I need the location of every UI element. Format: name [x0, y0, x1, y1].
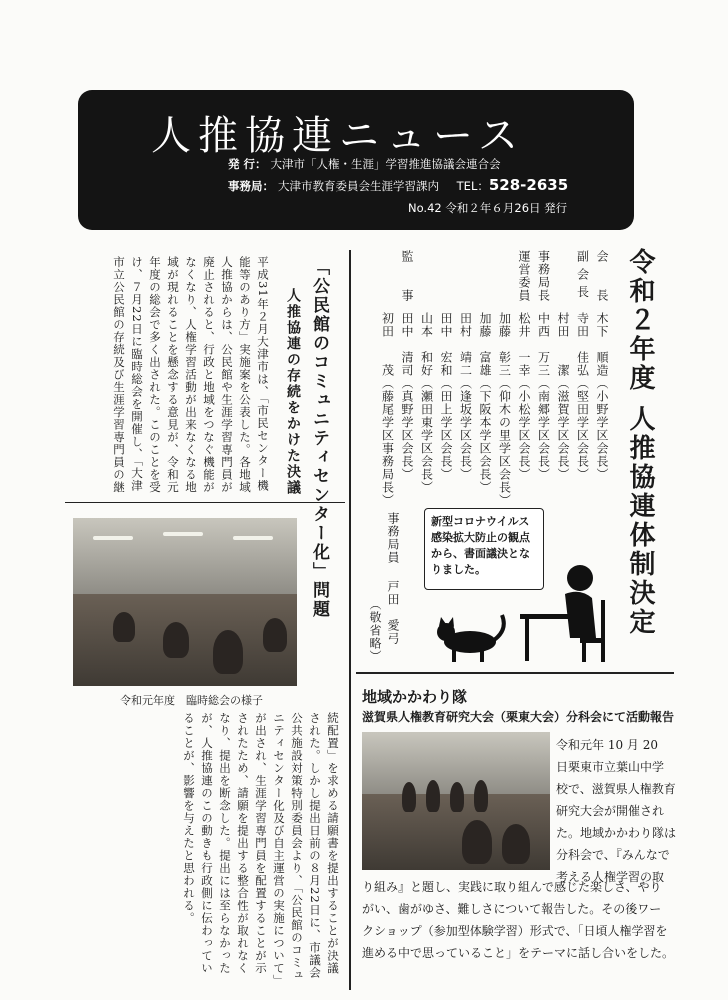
masthead — [78, 90, 634, 230]
roster-role: 監 事 — [400, 250, 414, 302]
text-line: り組み』と題し、実践に取り組んで感じた楽しさ、やり — [362, 880, 662, 894]
text-line: 分科会で、『みんなで — [556, 848, 670, 862]
section-subtitle: 滋賀県人権教育研究大会（栗東大会）分科会にて活動報告 — [362, 710, 675, 724]
roster-entry — [380, 250, 396, 507]
text-line: た。地域かかわり隊は — [556, 826, 677, 840]
person-icon — [520, 565, 605, 662]
roster-entry — [575, 250, 591, 502]
text-line: 考える人権学習の取 — [556, 870, 665, 884]
newsletter-title: 人推協連ニュース — [151, 113, 525, 159]
roster-entry — [516, 250, 532, 502]
roster-name: 木下 順造（小野学区会長） — [595, 312, 609, 481]
roster-entry — [555, 250, 571, 502]
office-name: 大津市教育委員会生涯学習課内 — [278, 179, 439, 193]
text-line: 校で、滋賀県人権教育 — [556, 782, 676, 796]
cat-icon — [437, 615, 504, 662]
roster-entry — [438, 250, 454, 502]
photo-caption: 令和元年度 臨時総会の様子 — [120, 694, 263, 707]
section-title: 地域かかわり隊 — [362, 688, 468, 706]
roster-name: 田中 宏和（田上学区会長） — [439, 312, 453, 481]
lead-headline: 令和２年度 人推協連体制決定 — [625, 248, 655, 638]
text-line: 日栗東市立葉山中学 — [556, 760, 665, 774]
article2-text-side — [556, 734, 677, 888]
meeting-photo — [73, 518, 297, 686]
roster-entry — [419, 250, 435, 502]
roster-entry — [399, 250, 415, 502]
staff-role: 事務局員 — [386, 512, 400, 564]
article1-headline: 「公民館のコミュニティセンター化」問題 — [309, 258, 329, 619]
article1-text-bottom: 続配置」を求める請願書を提出することが決議された。しかし提出日前の８月22日に、市議会公共施設対策特別委員会より、「公民館のコミュニティセンター化及び自主運営の実施について」が出され、生涯学習専門員を配置することが示されたため、請願を提出する整合性が取れなくなり、提出を断念した。提出には至らなかったが、人推協連のこの動きも行政側に伝わっていることが、影響を与えたと思われる。 — [182, 712, 340, 982]
roster-entry — [497, 250, 513, 507]
roster-name: 中西 万三（南郷学区会長） — [536, 312, 551, 481]
office-label: 事務局： — [228, 179, 274, 193]
desk-illustration — [430, 560, 620, 670]
publisher-line — [228, 156, 501, 172]
roster-entry — [477, 250, 493, 502]
roster-name: 松井 一幸（小松学区会長） — [517, 312, 531, 481]
roster-entry — [458, 250, 474, 502]
text-line: がい、歯がゆさ、難しさについて報告した。その後ワー — [362, 902, 662, 916]
article2-text-main — [362, 876, 680, 964]
roster-name: 田村 靖二（逢坂学区会長） — [458, 312, 473, 481]
text-line: 令和元年 10 月 20 — [556, 738, 658, 752]
article1-subheadline: 人推協連の存続をかけた決議 — [285, 288, 301, 496]
honorific-note: （敬省略） — [368, 598, 382, 663]
roster-name: 寺田 佳弘（堅田学区会長） — [575, 312, 590, 481]
roster-role: 会 長 — [595, 250, 609, 302]
roster-role: 事務局長 — [536, 250, 551, 302]
section-divider — [356, 672, 674, 674]
publisher-label: 発 行： — [228, 157, 267, 171]
roster-name: 村田 潔（滋賀学区会長） — [556, 312, 570, 481]
report-photo — [362, 732, 550, 870]
roster-role: 副 会 長 — [575, 250, 590, 299]
text-line: 研究大会が開催され — [556, 804, 665, 818]
officer-roster — [362, 250, 612, 507]
column-divider — [349, 250, 351, 990]
roster-entry — [594, 250, 610, 502]
roster-name: 加藤 彰三（仰木の里学区会長） — [497, 312, 512, 507]
tel-label: TEL： — [456, 179, 489, 193]
issue-line: No.42 令和２年６月26日 発行 — [408, 201, 568, 215]
roster-name: 山本 和好（瀬田東学区会長） — [419, 312, 434, 494]
staff-name: 戸田 愛弓 — [386, 580, 400, 645]
office-line — [228, 176, 568, 194]
text-line: クショップ（参加型体験学習）形式で、「日頃人権学習を — [362, 924, 668, 938]
roster-name: 加藤 富雄（下阪本学区会長） — [478, 312, 492, 494]
notice-bubble: 新型コロナウイルス感染拡大防止の観点から、書面議決となりました。 — [424, 508, 544, 590]
roster-entry — [536, 250, 552, 502]
roster-name: 初田 茂（藤尾学区事務局長） — [380, 312, 395, 507]
article1-text-top: 平成31年２月大津市は、「市民センター機能等のあり方」実施案を公表した。各地域人推協からは、公民館や生涯学習専門員が廃止されると、行政と地域をつなぐ機能がなくなり、人権学習活動が出来なくなる地域が現れることを懸念する意見が、令和元年度の総会で多く出された。このことを受け、７月22日に臨時総会を開催し、「大津市立公民館の存続及び生涯学習専門員の継 — [112, 256, 270, 494]
roster-name: 田中 清司（真野学区会長） — [400, 312, 414, 481]
roster-role: 運営委員 — [517, 250, 531, 302]
text-line: 進める中で思っていること」をテーマに話し合いをした。 — [362, 946, 675, 960]
tel-number: 528-2635 — [488, 176, 569, 194]
publisher-name: 大津市「人権・生涯」学習推進協議会連合会 — [270, 157, 501, 171]
